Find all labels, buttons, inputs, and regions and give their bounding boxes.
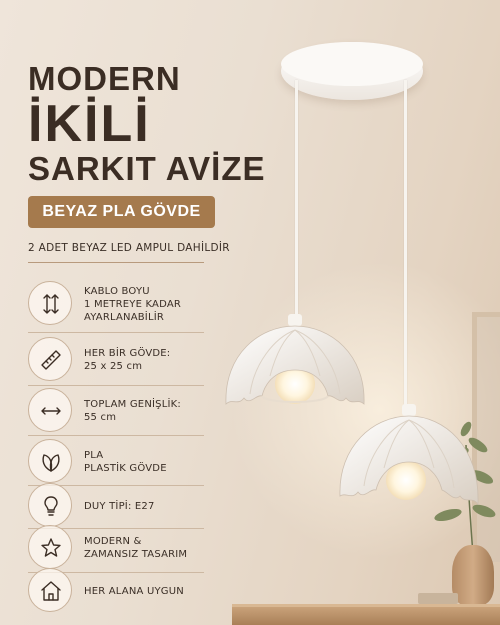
feature-line: KABLO BOYU [84,285,150,297]
feature-divider [28,332,204,333]
feature-usage [28,566,204,616]
feature-line: 55 cm [84,412,117,423]
lamp-cord-left [295,80,298,320]
title-line-1: MODERN [28,60,181,97]
feature-line: TOPLAM GENİŞLİK: [84,399,181,410]
feature-line: HER ALANA UYGUN [84,585,184,597]
ruler-icon [28,337,72,381]
feature-line: PLA [84,450,104,461]
house-icon [28,568,72,612]
feature-line: PLASTİK GÖVDE [84,463,167,474]
wooden-shelf [232,604,500,625]
feature-line: ZAMANSIZ TASARIM [84,549,188,560]
feature-body-size [28,335,204,385]
subtitle-divider [28,262,204,263]
bulb-icon [28,483,72,527]
book-decor [418,593,458,604]
feature-text [84,279,234,329]
vertical-arrows-icon [28,281,72,325]
title-line-3: SARKIT AVİZE [28,150,266,187]
lamp-cord-right [404,80,407,410]
feature-total-width [28,386,204,436]
ceiling-canopy-top [281,42,423,86]
feature-divider [28,435,204,436]
feature-line: DUY TİPİ: E27 [84,500,155,512]
feature-text [84,386,234,436]
feature-cable-length [28,279,204,329]
feature-text [84,335,234,385]
leaf-icon [28,439,72,483]
feature-line: AYARLANABİLİR [84,311,165,323]
included-bulbs-note: 2 ADET BEYAZ LED AMPUL DAHİLDİR [28,242,230,254]
feature-text [84,566,234,616]
pendant-shade-right [334,404,484,519]
feature-text [84,437,234,487]
feature-material [28,437,204,487]
star-icon [28,525,72,569]
feature-line: HER BİR GÖVDE: [84,348,171,359]
material-badge: BEYAZ PLA GÖVDE [28,196,215,228]
feature-line: MODERN & [84,536,142,547]
feature-line: 25 x 25 cm [84,361,143,372]
title-line-2: İKİLİ [28,95,151,153]
feature-line: 1 METREYE KADAR [84,298,182,310]
horizontal-arrows-icon [28,388,72,432]
vase-decor [452,545,494,605]
